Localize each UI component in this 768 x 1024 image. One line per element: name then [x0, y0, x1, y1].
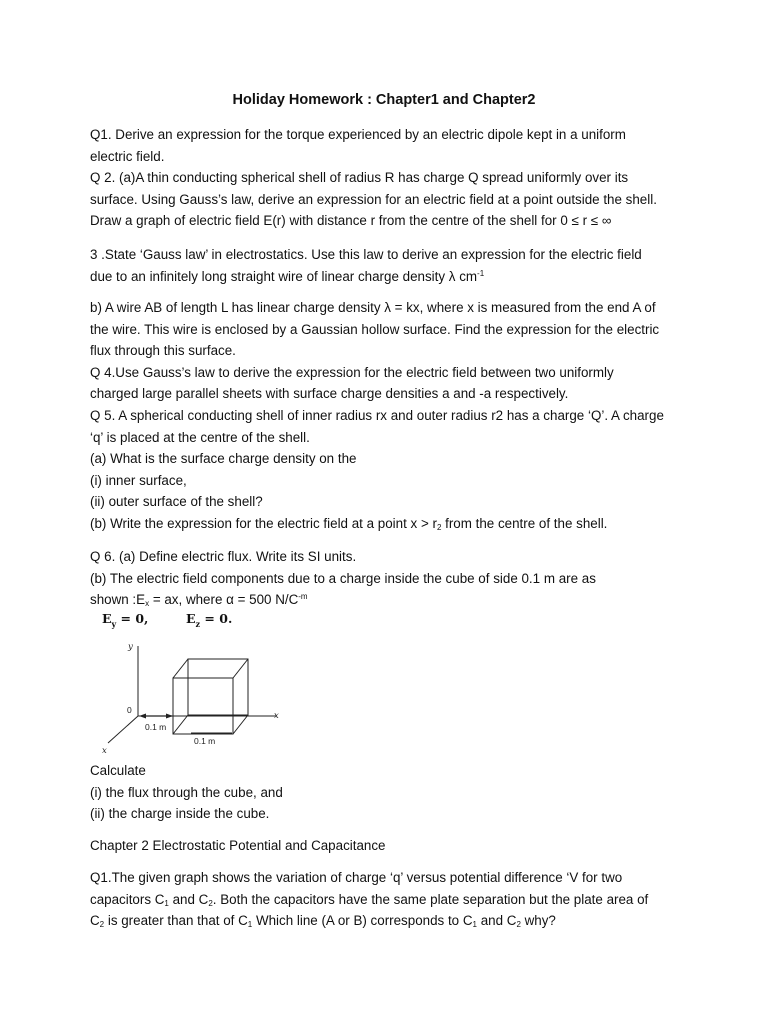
cube-edge: [233, 715, 248, 734]
q2-line-1: Q 2. (a)A thin conducting spherical shell of radius R has charge Q spread uniformly over its: [90, 170, 629, 186]
q5-line-6: (b) Write the expression for the electric field at a point $x > r_2$ from the centre of the shell.: [90, 515, 608, 532]
page-title: Holiday Homework : Chapter1 and Chapter2: [232, 92, 536, 108]
q3-line-2: due to an infinitely long straight wire of linear charge density λ $cm^{-1}$: [90, 268, 485, 284]
q1-line-2: electric field.: [90, 148, 165, 164]
calc-heading: Calculate: [90, 763, 146, 778]
q5-line-5: (ii) outer surface of the shell?: [90, 494, 263, 510]
chapter-2-heading: Chapter 2 Electrostatic Potential and Capacitance: [90, 838, 386, 853]
c2q1-line-2: capacitors $C_1$ and $C_2$. Both the capacitors have the same plate separation but the plate area of: [90, 891, 649, 908]
q1-line-1: Q1. Derive an expression for the torque experienced by an electric dipole kept in a uniform: [90, 127, 626, 142]
cube-back-face: [188, 659, 248, 715]
q2-line-2: surface. Using Gauss’s law, derive an expression for an electric field at a point outside the shell.: [90, 191, 657, 207]
cube-front-face: [173, 678, 233, 734]
arrow-head-right: [166, 714, 173, 719]
question-1: [90, 124, 690, 232]
q6-line-3: shown $:E_x$ = ax, where α = 500 $N/C^{-m}$: [90, 592, 308, 609]
cube-figure: [92, 608, 302, 758]
q3-line-1: 3 .State ‘Gauss law’ in electrostatics. Use this law to derive an expression for the electric field: [90, 247, 642, 262]
c2q1-line-1: Q1.The given graph shows the variation of charge ‘q’ versus potential difference ‘V for two: [90, 870, 623, 885]
q4-line-2: charged large parallel sheets with surface charge densities a and -a respectively.: [90, 386, 569, 402]
x-axis-label: x: [274, 711, 279, 721]
q5-line-2: ‘q’ is placed at the centre of the shell.: [90, 429, 310, 445]
cube-edge: [233, 659, 248, 678]
question-6: [90, 546, 690, 611]
origin-label: 0: [127, 705, 132, 715]
dimension-label-2: 0.1 m: [194, 736, 216, 746]
q3b-line-3: flux through this surface.: [90, 343, 236, 359]
calc-item-2: (ii) the charge inside the cube.: [90, 806, 270, 822]
q5-line-3: (a) What is the surface charge density on the: [90, 451, 357, 467]
question-3: [90, 244, 690, 287]
depth-axis-label: x: [102, 746, 107, 756]
ez-label: $E_z = 0$.: [186, 611, 233, 629]
dimension-label-1: 0.1 m: [145, 722, 167, 732]
ey-label: $E_y = 0$,: [102, 611, 149, 629]
q3b-line-1: b) A wire AB of length L has linear charge density λ = kx, where x is measured from the end A of: [90, 300, 656, 315]
c2q1-line-3: $C_2$ is greater than that of $C_1$ Which line (A or B) corresponds to $C_1$ and $C_2$ why?: [90, 913, 556, 930]
calc-item-1: (i) the flux through the cube, and: [90, 784, 283, 800]
q3b-line-2: the wire. This wire is enclosed by a Gaussian hollow surface. Find the expression for the electric: [90, 321, 660, 337]
q5-line-4: (i) inner surface,: [90, 472, 187, 488]
calculate-block: [90, 760, 690, 825]
y-axis-label: y: [128, 642, 133, 652]
chapter-2-question-1: [90, 867, 690, 932]
q5-line-1: Q 5. A spherical conducting shell of inner radius rx and outer radius r2 has a charge ‘Q’. A charge: [90, 407, 664, 423]
depth-axis-line: [108, 716, 138, 743]
question-3b: [90, 297, 690, 535]
arrow-head-left: [139, 714, 146, 719]
q6-line-1: Q 6. (a) Define electric flux. Write its SI units.: [90, 549, 357, 564]
cube-edge: [173, 715, 188, 734]
q4-line-1: Q 4.Use Gauss’s law to derive the expression for the electric field between two uniformly: [90, 364, 614, 380]
q6-line-2: (b) The electric field components due to a charge inside the cube of side 0.1 m are as: [90, 570, 596, 586]
cube-edge: [173, 659, 188, 678]
q2-line-3: Draw a graph of electric field E(r) with distance r from the centre of the shell for 0 ≤ r ≤ ∞: [90, 213, 612, 229]
